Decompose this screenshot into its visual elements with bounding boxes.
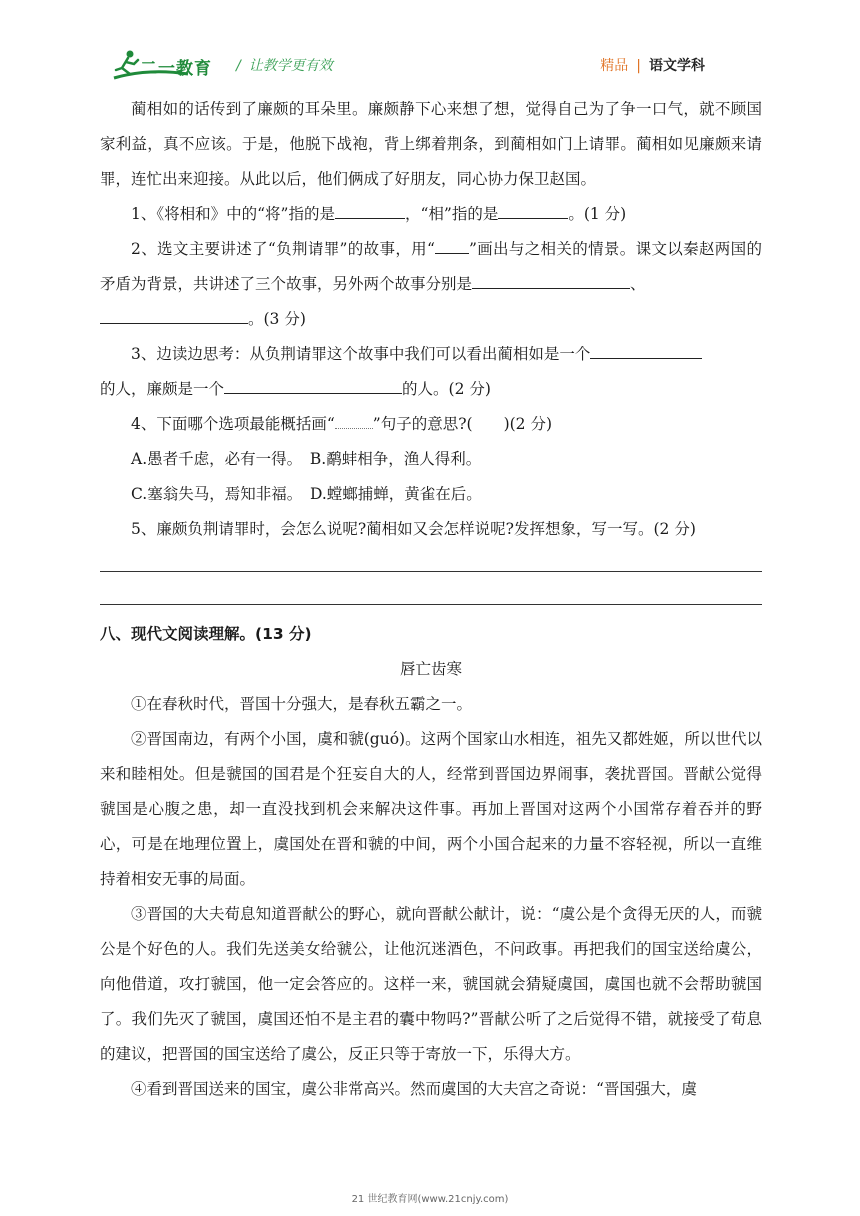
brand-name: 二一教育: [140, 59, 212, 79]
passage-paragraph: 蔺相如的话传到了廉颇的耳朵里。廉颇静下心来想了想，觉得自己为了争一口气，就不顾国家利益，真不应该。于是，他脱下战袍，背上绑着荆条，到蔺相如门上请罪。蔺相如见廉颇来请罪，连忙出来迎接。从此以后，他们俩成了好朋友，同心协力保卫赵国。: [100, 100, 762, 188]
quality-badge: 精品: [600, 58, 629, 74]
question-1: 1、《将相和》中的“将”指的是 ，“相”指的是 。(1 分): [100, 197, 762, 232]
question-4: 4、下面哪个选项最能概括画“ ”句子的意思?( )(2 分): [131, 415, 553, 433]
slogan: / 让教学更有效: [236, 58, 333, 74]
question-2: 2、选文主要讲述了“负荆请罪”的故事，用“ ”画出与之相关的情景。课文以秦赵两国的矛盾为背景，共讲述了三个故事，另外两个故事分别是 、 。(3 分): [100, 232, 762, 337]
section-heading: 八、现代文阅读理解。(13 分): [100, 625, 312, 643]
header-right: 精品 | 语文学科: [600, 58, 705, 74]
question-5: 5、廉颇负荆请罪时，会怎么说呢?蔺相如又会怎样说呢?发挥想象，写一写。(2 分): [131, 520, 696, 538]
options-cd: C.塞翁失马，焉知非福。 D.螳螂捕蝉，黄雀在后。: [131, 485, 482, 503]
article-paragraph-4: ④看到晋国送来的国宝，虞公非常高兴。然而虞国的大夫宫之奇说：“晋国强大，虞: [131, 1080, 697, 1098]
page-header: [0, 0, 860, 90]
slogan-text: 让教学更有效: [248, 58, 333, 74]
article-paragraph-2: ②晋国南边，有两个小国，虞和虢(guó)。这两个国家山水相连，祖先又都姓姬，所以世代以来和睦相处。但是虢国的国君是个狂妄自大的人，经常到晋国边界闹事，袭扰晋国。晋献公觉得虢国是心腹之患，却一直没找到机会来解决这件事。再加上晋国对这两个小国常存着吞并的野心，可是在地理位置上，虞国处在晋和虢的中间，两个小国合起来的力量不容轻视，所以一直维持着相安无事的局面。: [100, 730, 762, 888]
document-body: [100, 92, 762, 1107]
article-title: 唇亡齿寒: [399, 660, 462, 678]
page-footer: 21 世纪教育网(www.21cnjy.com): [351, 1194, 509, 1205]
article-paragraph-3: ③晋国的大夫荀息知道晋献公的野心，就向晋献公献计，说：“虞公是个贪得无厌的人，而虢公是个好色的人。我们先送美女给虢公，让他沉迷酒色，不问政事。再把我们的国宝送给虞公，向他借道，攻打虢国，他一定会答应的。这样一来，虢国就会猜疑虞国，虞国也就不会帮助虢国了。我们先灭了虢国，虞国还怕不是主君的囊中物吗?”晋献公听了之后觉得不错，就接受了荀息的建议，把晋国的国宝送给了虞公，反正只等于寄放一下，乐得大方。: [100, 905, 762, 1063]
question-3: 3、边读边思考：从负荆请罪这个故事中我们可以看出蔺相如是一个 的人，廉颇是一个 的人。(2 分): [100, 337, 762, 407]
subject-label: 语文学科: [649, 58, 705, 74]
article-paragraph-1: ①在春秋时代，晋国十分强大，是春秋五霸之一。: [131, 695, 473, 713]
options-ab: A.愚者千虑，必有一得。 B.鹬蚌相争，渔人得利。: [131, 450, 482, 468]
